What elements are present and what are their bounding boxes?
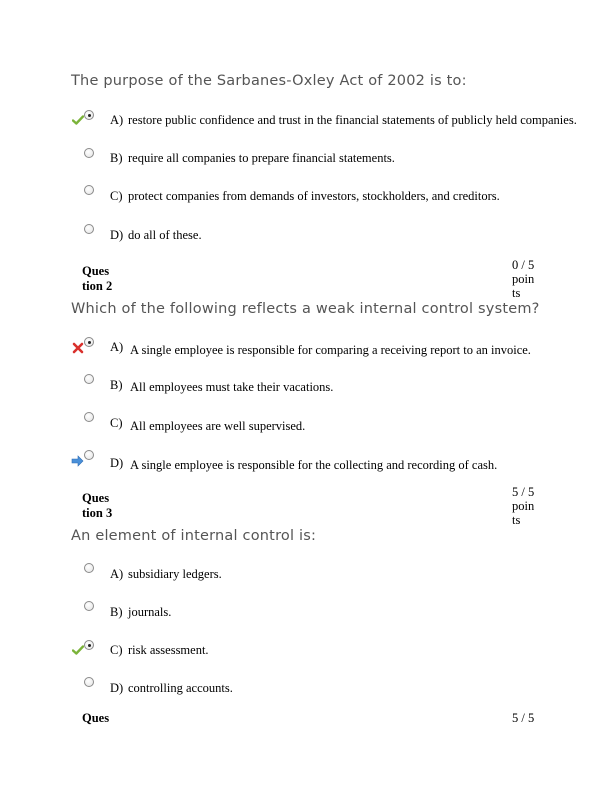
option-text: do all of these. [128,228,202,242]
question-1-prompt: The purpose of the Sarbanes-Oxley Act of 2002 is to: [71,73,467,89]
option-letter: C) [110,189,123,203]
option-text: require all companies to prepare financial statements. [128,151,395,165]
q3-option-c[interactable] [0,640,606,660]
question-2-header [82,264,112,294]
score-line: ts [512,513,521,527]
q2-c-radio[interactable] [84,412,94,422]
question-header-line: Ques [82,491,110,505]
option-letter: B) [110,605,123,619]
q3-option-b[interactable] [0,601,606,621]
option-letter: A) [110,567,124,581]
question-header-line: Ques [82,264,110,278]
option-text: protect companies from demands of investors, stockholders, and creditors. [128,189,500,203]
option-letter: A) [110,113,124,127]
q1-b-radio[interactable] [84,148,94,158]
q1-option-d[interactable] [0,224,606,244]
q3-c-radio[interactable] [84,640,94,650]
q2-b-radio[interactable] [84,374,94,384]
option-letter: C) [110,416,123,430]
q1-option-c[interactable] [0,185,606,205]
question-header-line: Ques [82,711,110,725]
q2-d-radio[interactable] [84,450,94,460]
option-text: A single employee is responsible for comparing a receiving report to an invoice. [130,343,531,357]
q1-c-radio[interactable] [84,185,94,195]
score-line: poin [512,499,535,513]
check-icon [72,643,84,655]
score-line: 5 / 5 [512,711,535,725]
option-letter: C) [110,643,123,657]
option-text: restore public confidence and trust in the financial statements of publicly held companies. [128,113,577,127]
option-text: risk assessment. [128,643,209,657]
option-letter: D) [110,228,124,242]
q3-d-radio[interactable] [84,677,94,687]
score-line: 0 / 5 [512,258,535,272]
question-4-header [82,711,109,726]
option-text: controlling accounts. [128,681,233,695]
option-text: All employees must take their vacations. [130,380,334,394]
q2-option-c[interactable] [0,412,606,432]
question-2-prompt: Which of the following reflects a weak internal control system? [71,301,540,317]
question-3-prompt: An element of internal control is: [71,528,317,544]
score-line: ts [512,286,521,300]
option-letter: B) [110,378,123,392]
q1-d-radio[interactable] [84,224,94,234]
q3-a-radio[interactable] [84,563,94,573]
arrow-right-icon [71,454,83,466]
q3-option-a[interactable] [0,563,606,583]
q3-option-d[interactable] [0,677,606,697]
option-text: subsidiary ledgers. [128,567,222,581]
q2-option-d[interactable] [0,450,606,470]
option-letter: D) [110,681,124,695]
option-text: A single employee is responsible for the collecting and recording of cash. [130,458,498,472]
option-text: All employees are well supervised. [130,419,306,433]
option-letter: D) [110,456,124,470]
question-2-score [512,258,534,300]
q1-a-radio[interactable] [84,110,94,120]
option-text: journals. [128,605,172,619]
q1-option-a[interactable] [0,110,606,130]
x-icon [72,341,84,353]
option-letter: B) [110,151,123,165]
q2-option-b[interactable] [0,374,606,394]
score-line: poin [512,272,535,286]
q2-option-a[interactable] [0,337,606,357]
score-line: 5 / 5 [512,485,535,499]
q1-option-b[interactable] [0,148,606,168]
question-header-line: tion 2 [82,279,113,293]
option-letter: A) [110,340,124,354]
q3-b-radio[interactable] [84,601,94,611]
question-header-line: tion 3 [82,506,113,520]
q2-a-radio[interactable] [84,337,94,347]
question-3-score [512,485,534,527]
question-3-header [82,491,112,521]
check-icon [72,113,84,125]
question-4-score [512,711,534,725]
